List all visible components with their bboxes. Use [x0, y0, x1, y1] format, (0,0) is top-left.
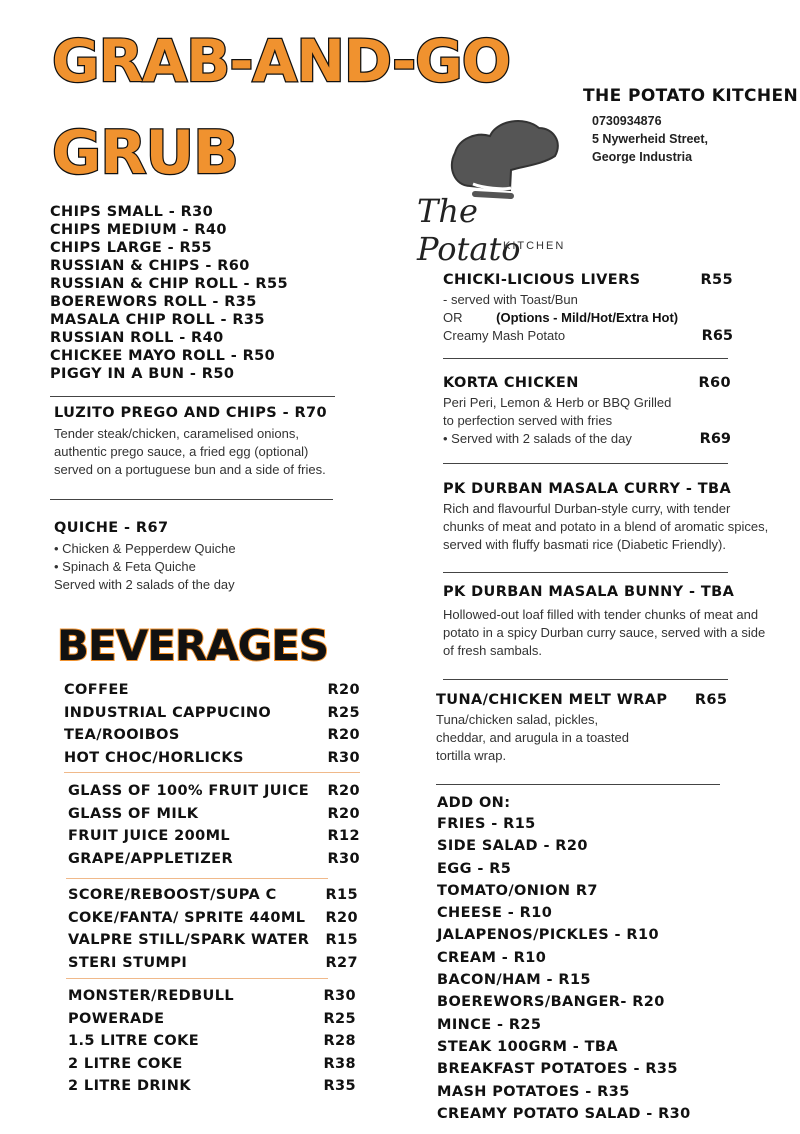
korta-header: [443, 375, 731, 391]
wrap-header: [436, 692, 736, 708]
curry-title: PK DURBAN MASALA CURRY - TBA: [443, 481, 732, 497]
beverage-name: VALPRE STILL/SPARK WATER: [68, 932, 310, 948]
beverage-row: [68, 1008, 356, 1031]
beverage-name: FRUIT JUICE 200ML: [68, 828, 231, 844]
beverage-price: R27: [325, 954, 358, 971]
livers-options: (Options - Mild/Hot/Extra Hot): [496, 310, 679, 325]
list-item: EGG - R5: [437, 860, 512, 877]
list-item: BREAKFAST POTATOES - R35: [437, 1061, 678, 1078]
addon-title: ADD ON:: [437, 795, 511, 811]
beverage-price: R20: [327, 682, 360, 698]
livers-options-line: [443, 309, 733, 327]
beverage-row: [68, 884, 358, 907]
address-line-2: George Industria: [592, 150, 693, 164]
logo-script: The Potato: [417, 192, 521, 268]
wrap-line-2: cheddar, and arugula in a toasted: [436, 730, 629, 745]
beverage-row: [68, 1053, 356, 1076]
list-item: STEAK 100GRM - TBA: [437, 1038, 618, 1055]
beverage-name: STERI STUMPI: [68, 954, 188, 971]
list-item: BOEREWORS/BANGER- R20: [437, 994, 665, 1011]
quiche-item-1: • Chicken & Pepperdew Quiche: [54, 541, 236, 556]
list-item: RUSSIAN ROLL - R40: [50, 330, 224, 346]
addon-section: [437, 793, 691, 1125]
divider: [436, 784, 720, 785]
bunny-line-1: Hollowed-out loaf filled with tender chunks of meat and: [443, 607, 759, 622]
beverage-price: R20: [325, 909, 358, 926]
divider: [443, 679, 728, 680]
beverage-row: [64, 724, 360, 747]
beverage-group-4: [68, 985, 356, 1098]
beverage-name: TEA/ROOIBOS: [64, 727, 180, 743]
list-item: TOMATO/ONION R7: [437, 882, 598, 899]
prego-desc-2: authentic prego sauce, a fried egg (optional): [54, 444, 309, 459]
beverage-name: 2 LITRE COKE: [68, 1055, 183, 1072]
kitchen-name: THE POTATO KITCHEN: [583, 86, 799, 106]
quiche-note: Served with 2 salads of the day: [54, 577, 235, 592]
page-title: GRAB-AND-GO: [52, 27, 511, 95]
livers-line-3-row: [443, 327, 733, 345]
livers-header: [443, 272, 733, 288]
beverage-row: [64, 747, 360, 770]
korta-price: R60: [698, 375, 731, 391]
beverage-name: 2 LITRE DRINK: [68, 1078, 191, 1094]
beverage-price: R25: [327, 704, 360, 721]
curry-line-1: Rich and flavourful Durban-style curry, with tender: [443, 501, 731, 516]
beverage-row: [68, 803, 360, 826]
wrap-title: TUNA/CHICKEN MELT WRAP: [436, 692, 668, 708]
beverage-name: GLASS OF 100% FRUIT JUICE: [68, 783, 310, 799]
divider: [50, 396, 335, 397]
list-item: FRIES - R15: [437, 816, 536, 832]
beverage-name: COKE/FANTA/ SPRITE 440ML: [68, 909, 306, 926]
beverage-price: R30: [327, 749, 360, 766]
korta-line-3: • Served with 2 salads of the day: [443, 431, 632, 446]
list-item: SIDE SALAD - R20: [437, 838, 588, 855]
beverage-row: [68, 825, 360, 848]
divider: [50, 499, 333, 500]
beverage-name: COFFEE: [64, 682, 129, 698]
page-subtitle: GRUB: [52, 118, 238, 188]
list-item: PIGGY IN A BUN - R50: [50, 366, 235, 382]
beverage-name: MONSTER/REDBULL: [68, 988, 235, 1004]
beverages-title: BEVERAGES: [57, 621, 329, 670]
address-line-1: 5 Nywerheid Street,: [592, 132, 709, 146]
livers-price-2: R65: [701, 328, 733, 344]
beverage-row: [68, 780, 360, 803]
curry-section: [443, 481, 793, 554]
beverage-price: R12: [327, 828, 360, 844]
beverage-row: [68, 952, 358, 975]
korta-section: [443, 375, 731, 448]
beverage-name: SCORE/REBOOST/SUPA C: [68, 887, 277, 903]
beverage-row: [68, 907, 358, 930]
list-item: JALAPENOS/PICKLES - R10: [437, 927, 659, 944]
livers-or: OR: [443, 310, 463, 325]
wrap-section: [436, 692, 736, 765]
prego-title: LUZITO PREGO AND CHIPS - R70: [54, 405, 327, 421]
beverage-row: [64, 702, 360, 725]
list-item: RUSSIAN & CHIPS - R60: [50, 258, 250, 274]
livers-line-3: Creamy Mash Potato: [443, 328, 566, 343]
beverage-name: GLASS OF MILK: [68, 805, 199, 822]
divider: [443, 463, 728, 464]
korta-line-2: to perfection served with fries: [443, 413, 613, 428]
curry-line-3: served with fluffy basmati rice (Diabetic Friendly).: [443, 537, 726, 552]
beverage-price: R35: [323, 1078, 356, 1094]
list-item: CREAMY POTATO SALAD - R30: [437, 1105, 691, 1122]
bunny-title: PK DURBAN MASALA BUNNY - TBA: [443, 584, 735, 600]
beverage-row: [68, 929, 358, 952]
beverage-price: R30: [327, 850, 360, 867]
beverage-name: 1.5 LITRE COKE: [68, 1033, 200, 1049]
wrap-price: R65: [694, 692, 728, 708]
korta-title: KORTA CHICKEN: [443, 375, 579, 391]
beverage-row: [68, 1075, 356, 1098]
beverage-price: R25: [323, 1010, 356, 1027]
quiche-item-2: • Spinach & Feta Quiche: [54, 559, 196, 574]
list-item: CHEESE - R10: [437, 905, 553, 922]
prego-desc-1: Tender steak/chicken, caramelised onions,: [54, 426, 299, 441]
list-item: BACON/HAM - R15: [437, 972, 591, 989]
quiche-title: QUICHE - R67: [54, 520, 169, 536]
list-item: RUSSIAN & CHIP ROLL - R55: [50, 276, 288, 292]
logo: [415, 108, 585, 268]
beverage-name: INDUSTRIAL CAPPUCINO: [64, 704, 272, 721]
prego-section: [54, 405, 374, 479]
list-item: CHIPS SMALL - R30: [50, 204, 214, 220]
divider: [66, 978, 328, 979]
korta-line-1: Peri Peri, Lemon & Herb or BBQ Grilled: [443, 395, 672, 410]
grub-list: [50, 203, 288, 383]
list-item: CHIPS LARGE - R55: [50, 240, 212, 256]
beverage-row: [64, 679, 360, 702]
beverage-group-2: [68, 780, 360, 870]
livers-title: CHICKI-LICIOUS LIVERS: [443, 272, 641, 288]
divider: [443, 358, 728, 359]
logo-sub: KITCHEN: [503, 240, 566, 252]
beverage-group-1: [64, 679, 360, 769]
divider: [443, 572, 728, 573]
beverage-price: R20: [327, 783, 360, 799]
list-item: MINCE - R25: [437, 1016, 542, 1033]
beverage-price: R38: [323, 1055, 356, 1072]
beverage-row: [68, 848, 360, 871]
beverage-name: POWERADE: [68, 1010, 165, 1027]
beverage-price: R15: [325, 887, 358, 903]
beverage-group-3: [68, 884, 358, 974]
beverage-price: R20: [327, 805, 360, 822]
wrap-line-1: Tuna/chicken salad, pickles,: [436, 712, 599, 727]
contact-block: [592, 112, 708, 166]
list-item: MASALA CHIP ROLL - R35: [50, 312, 265, 328]
list-item: CREAM - R10: [437, 949, 547, 966]
beverage-price: R30: [323, 988, 356, 1004]
bunny-section: [443, 584, 793, 660]
beverage-name: HOT CHOC/HORLICKS: [64, 749, 244, 766]
livers-section: [443, 272, 733, 345]
addon-list: [437, 813, 691, 1125]
beverage-row: [68, 985, 356, 1008]
beverage-price: R20: [327, 727, 360, 743]
divider: [64, 772, 360, 773]
korta-line-3-row: [443, 430, 731, 448]
prego-desc-3: served on a portuguese bun and a side of fries.: [54, 462, 326, 477]
beverage-price: R28: [323, 1033, 356, 1049]
list-item: CHICKEE MAYO ROLL - R50: [50, 348, 276, 364]
wrap-line-3: tortilla wrap.: [436, 748, 507, 763]
list-item: BOEREWORS ROLL - R35: [50, 294, 257, 310]
beverage-row: [68, 1030, 356, 1053]
beverage-price: R15: [325, 932, 358, 948]
phone-number: 0730934876: [592, 114, 662, 128]
livers-price: R55: [700, 272, 733, 288]
list-item: CHIPS MEDIUM - R40: [50, 222, 227, 238]
livers-line-1: - served with Toast/Bun: [443, 292, 578, 307]
list-item: MASH POTATOES - R35: [437, 1083, 630, 1100]
curry-line-2: chunks of meat and potato in a blend of aromatic spices,: [443, 519, 769, 534]
divider: [66, 878, 328, 879]
beverage-name: GRAPE/APPLETIZER: [68, 850, 234, 867]
bunny-line-3: of fresh sambals.: [443, 643, 542, 658]
korta-price-2: R69: [699, 431, 731, 447]
quiche-section: [54, 520, 354, 594]
bunny-line-2: potato in a spicy Durban curry sauce, served with a side: [443, 625, 766, 640]
